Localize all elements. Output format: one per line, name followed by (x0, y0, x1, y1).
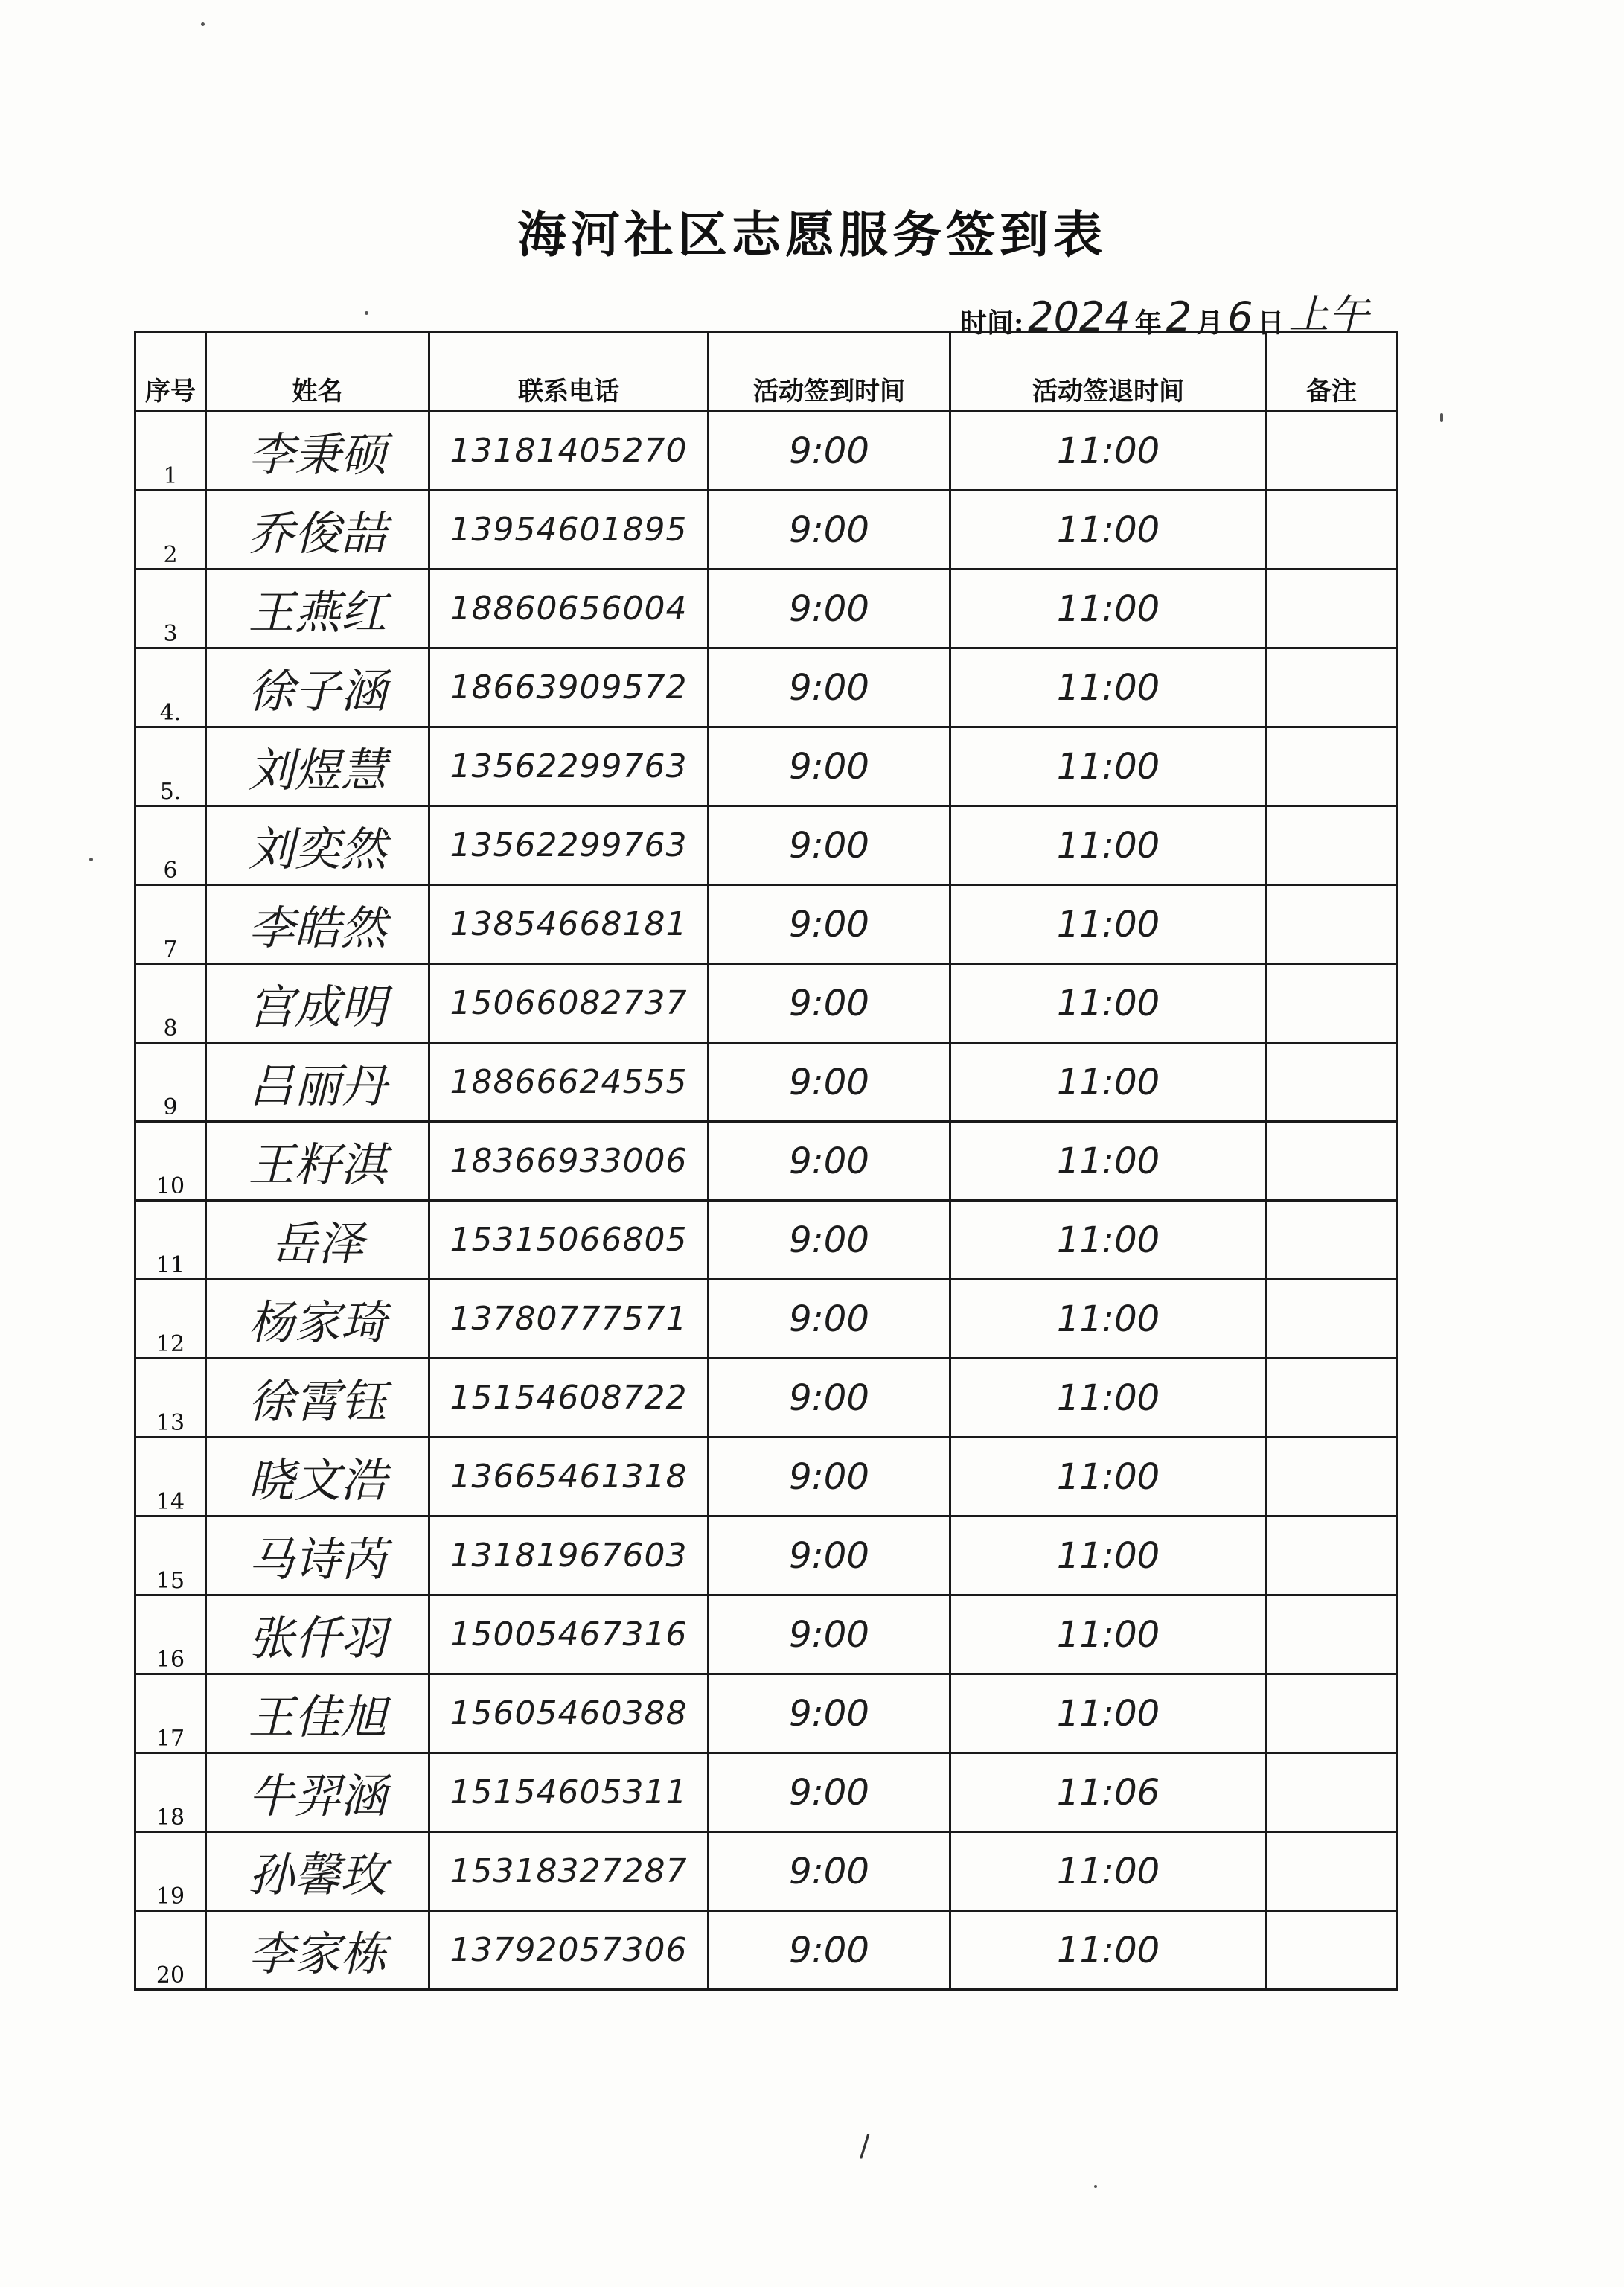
row-seq: 8 (135, 964, 206, 1043)
table-row (135, 1043, 1397, 1122)
date-period: 上午 (1288, 291, 1369, 338)
col-header-note: 备注 (1267, 332, 1397, 412)
row-seq: 5. (135, 727, 206, 806)
row-note (1267, 1280, 1397, 1359)
row-sign-in-time: 9:00 (709, 1911, 950, 1990)
row-note (1267, 885, 1397, 964)
row-name: 徐霄钰 (206, 1359, 429, 1438)
row-sign-out-time: 11:00 (950, 1438, 1267, 1516)
row-phone: 13780777571 (429, 1280, 709, 1359)
row-name: 刘奕然 (206, 806, 429, 885)
row-phone: 13181967603 (429, 1516, 709, 1595)
row-name: 李皓然 (206, 885, 429, 964)
row-seq: 13 (135, 1359, 206, 1438)
row-seq: 19 (135, 1832, 206, 1911)
row-seq: 10 (135, 1122, 206, 1201)
row-sign-in-time: 9:00 (709, 964, 950, 1043)
row-sign-in-time: 9:00 (709, 570, 950, 648)
row-seq: 15 (135, 1516, 206, 1595)
row-sign-out-time: 11:00 (950, 885, 1267, 964)
scan-speck (365, 311, 368, 315)
table-row (135, 1359, 1397, 1438)
table-row (135, 1674, 1397, 1753)
row-sign-in-time: 9:00 (709, 491, 950, 570)
row-sign-out-time: 11:00 (950, 1516, 1267, 1595)
table-header-row (135, 332, 1397, 412)
table-row (135, 885, 1397, 964)
row-name: 马诗芮 (206, 1516, 429, 1595)
row-seq: 20 (135, 1911, 206, 1990)
table-row (135, 727, 1397, 806)
row-sign-out-time: 11:00 (950, 491, 1267, 570)
sign-in-table (134, 331, 1398, 1991)
row-seq: 12 (135, 1280, 206, 1359)
row-sign-out-time: 11:00 (950, 1359, 1267, 1438)
row-sign-out-time: 11:00 (950, 648, 1267, 727)
row-sign-out-time: 11:00 (950, 412, 1267, 491)
row-sign-out-time: 11:00 (950, 570, 1267, 648)
row-sign-in-time: 9:00 (709, 1832, 950, 1911)
row-note (1267, 1674, 1397, 1753)
row-note (1267, 648, 1397, 727)
table-row (135, 1832, 1397, 1911)
row-sign-out-time: 11:00 (950, 1201, 1267, 1280)
row-note (1267, 1201, 1397, 1280)
row-seq: 4. (135, 648, 206, 727)
row-note (1267, 1753, 1397, 1832)
row-name: 晓文浩 (206, 1438, 429, 1516)
row-sign-in-time: 9:00 (709, 1674, 950, 1753)
row-note (1267, 727, 1397, 806)
table-row (135, 964, 1397, 1043)
col-header-phone: 联系电话 (429, 332, 709, 412)
date-month: 2 (1166, 293, 1192, 340)
row-note (1267, 491, 1397, 570)
table-row (135, 1201, 1397, 1280)
row-sign-out-time: 11:00 (950, 964, 1267, 1043)
date-day-unit: 日 (1257, 307, 1285, 339)
row-name: 刘煜慧 (206, 727, 429, 806)
row-seq: 6 (135, 806, 206, 885)
row-name: 张仟羽 (206, 1595, 429, 1674)
row-note (1267, 1832, 1397, 1911)
row-sign-in-time: 9:00 (709, 412, 950, 491)
row-name: 王籽淇 (206, 1122, 429, 1201)
row-phone: 18866624555 (429, 1043, 709, 1122)
row-name: 杨家琦 (206, 1280, 429, 1359)
row-sign-in-time: 9:00 (709, 885, 950, 964)
row-sign-in-time: 9:00 (709, 1753, 950, 1832)
row-phone: 15154605311 (429, 1753, 709, 1832)
row-note (1267, 1438, 1397, 1516)
row-phone: 18663909572 (429, 648, 709, 727)
table-row (135, 1122, 1397, 1201)
date-label: 时间: (960, 307, 1024, 339)
date-day: 6 (1227, 293, 1253, 340)
table-row (135, 570, 1397, 648)
row-phone: 13792057306 (429, 1911, 709, 1990)
row-sign-in-time: 9:00 (709, 648, 950, 727)
row-note (1267, 1911, 1397, 1990)
row-phone: 15318327287 (429, 1832, 709, 1911)
pen-mark: / (860, 2129, 870, 2163)
row-name: 吕丽丹 (206, 1043, 429, 1122)
row-name: 牛羿涵 (206, 1753, 429, 1832)
row-seq: 9 (135, 1043, 206, 1122)
row-seq: 14 (135, 1438, 206, 1516)
row-sign-out-time: 11:00 (950, 1674, 1267, 1753)
row-sign-in-time: 9:00 (709, 1280, 950, 1359)
row-name: 王佳旭 (206, 1674, 429, 1753)
row-seq: 7 (135, 885, 206, 964)
row-name: 乔俊喆 (206, 491, 429, 570)
scan-speck (89, 858, 93, 861)
row-sign-out-time: 11:00 (950, 727, 1267, 806)
table-row (135, 1753, 1397, 1832)
row-phone: 15066082737 (429, 964, 709, 1043)
row-sign-out-time: 11:06 (950, 1753, 1267, 1832)
row-note (1267, 1359, 1397, 1438)
row-note (1267, 806, 1397, 885)
col-header-sign-in: 活动签到时间 (709, 332, 950, 412)
table-row (135, 648, 1397, 727)
row-sign-in-time: 9:00 (709, 1438, 950, 1516)
row-phone: 13181405270 (429, 412, 709, 491)
row-sign-in-time: 9:00 (709, 1201, 950, 1280)
date-year-unit: 年 (1134, 307, 1162, 339)
row-name: 李家栋 (206, 1911, 429, 1990)
table-row (135, 1911, 1397, 1990)
row-seq: 16 (135, 1595, 206, 1674)
row-seq: 18 (135, 1753, 206, 1832)
row-phone: 18366933006 (429, 1122, 709, 1201)
row-note (1267, 1122, 1397, 1201)
row-sign-in-time: 9:00 (709, 1122, 950, 1201)
row-sign-out-time: 11:00 (950, 1911, 1267, 1990)
row-phone: 15154608722 (429, 1359, 709, 1438)
row-name: 孙馨玫 (206, 1832, 429, 1911)
row-sign-out-time: 11:00 (950, 1832, 1267, 1911)
row-sign-in-time: 9:00 (709, 1043, 950, 1122)
col-header-sign-out: 活动签退时间 (950, 332, 1267, 412)
row-phone: 13562299763 (429, 727, 709, 806)
table-row (135, 806, 1397, 885)
row-seq: 3 (135, 570, 206, 648)
row-note (1267, 570, 1397, 648)
row-sign-in-time: 9:00 (709, 727, 950, 806)
col-header-seq: 序号 (135, 332, 206, 412)
col-header-name: 姓名 (206, 332, 429, 412)
row-seq: 2 (135, 491, 206, 570)
row-name: 徐子涵 (206, 648, 429, 727)
row-phone: 13954601895 (429, 491, 709, 570)
row-sign-out-time: 11:00 (950, 806, 1267, 885)
table-row (135, 1595, 1397, 1674)
table-row (135, 1438, 1397, 1516)
row-phone: 13665461318 (429, 1438, 709, 1516)
row-seq: 1 (135, 412, 206, 491)
row-name: 李秉硕 (206, 412, 429, 491)
table-row (135, 491, 1397, 570)
row-note (1267, 1043, 1397, 1122)
row-seq: 17 (135, 1674, 206, 1753)
row-phone: 18860656004 (429, 570, 709, 648)
row-sign-in-time: 9:00 (709, 1595, 950, 1674)
row-note (1267, 412, 1397, 491)
row-sign-in-time: 9:00 (709, 1359, 950, 1438)
table-row (135, 1516, 1397, 1595)
row-note (1267, 1516, 1397, 1595)
scan-speck (1440, 413, 1443, 422)
scan-speck (1094, 2185, 1097, 2188)
table-row (135, 1280, 1397, 1359)
sheet-title: 海河社区志愿服务签到表 (517, 205, 1107, 264)
row-sign-out-time: 11:00 (950, 1043, 1267, 1122)
row-note (1267, 964, 1397, 1043)
row-sign-in-time: 9:00 (709, 1516, 950, 1595)
row-name: 岳泽 (206, 1201, 429, 1280)
date-month-unit: 月 (1196, 307, 1224, 339)
row-seq: 11 (135, 1201, 206, 1280)
row-sign-out-time: 11:00 (950, 1280, 1267, 1359)
table-row (135, 412, 1397, 491)
row-phone: 15005467316 (429, 1595, 709, 1674)
row-phone: 15315066805 (429, 1201, 709, 1280)
row-name: 王燕红 (206, 570, 429, 648)
row-phone: 13854668181 (429, 885, 709, 964)
row-phone: 15605460388 (429, 1674, 709, 1753)
date-year: 2024 (1028, 293, 1131, 340)
row-sign-in-time: 9:00 (709, 806, 950, 885)
row-note (1267, 1595, 1397, 1674)
row-sign-out-time: 11:00 (950, 1595, 1267, 1674)
row-phone: 13562299763 (429, 806, 709, 885)
row-sign-out-time: 11:00 (950, 1122, 1267, 1201)
scan-speck (201, 22, 205, 26)
row-name: 宫成明 (206, 964, 429, 1043)
